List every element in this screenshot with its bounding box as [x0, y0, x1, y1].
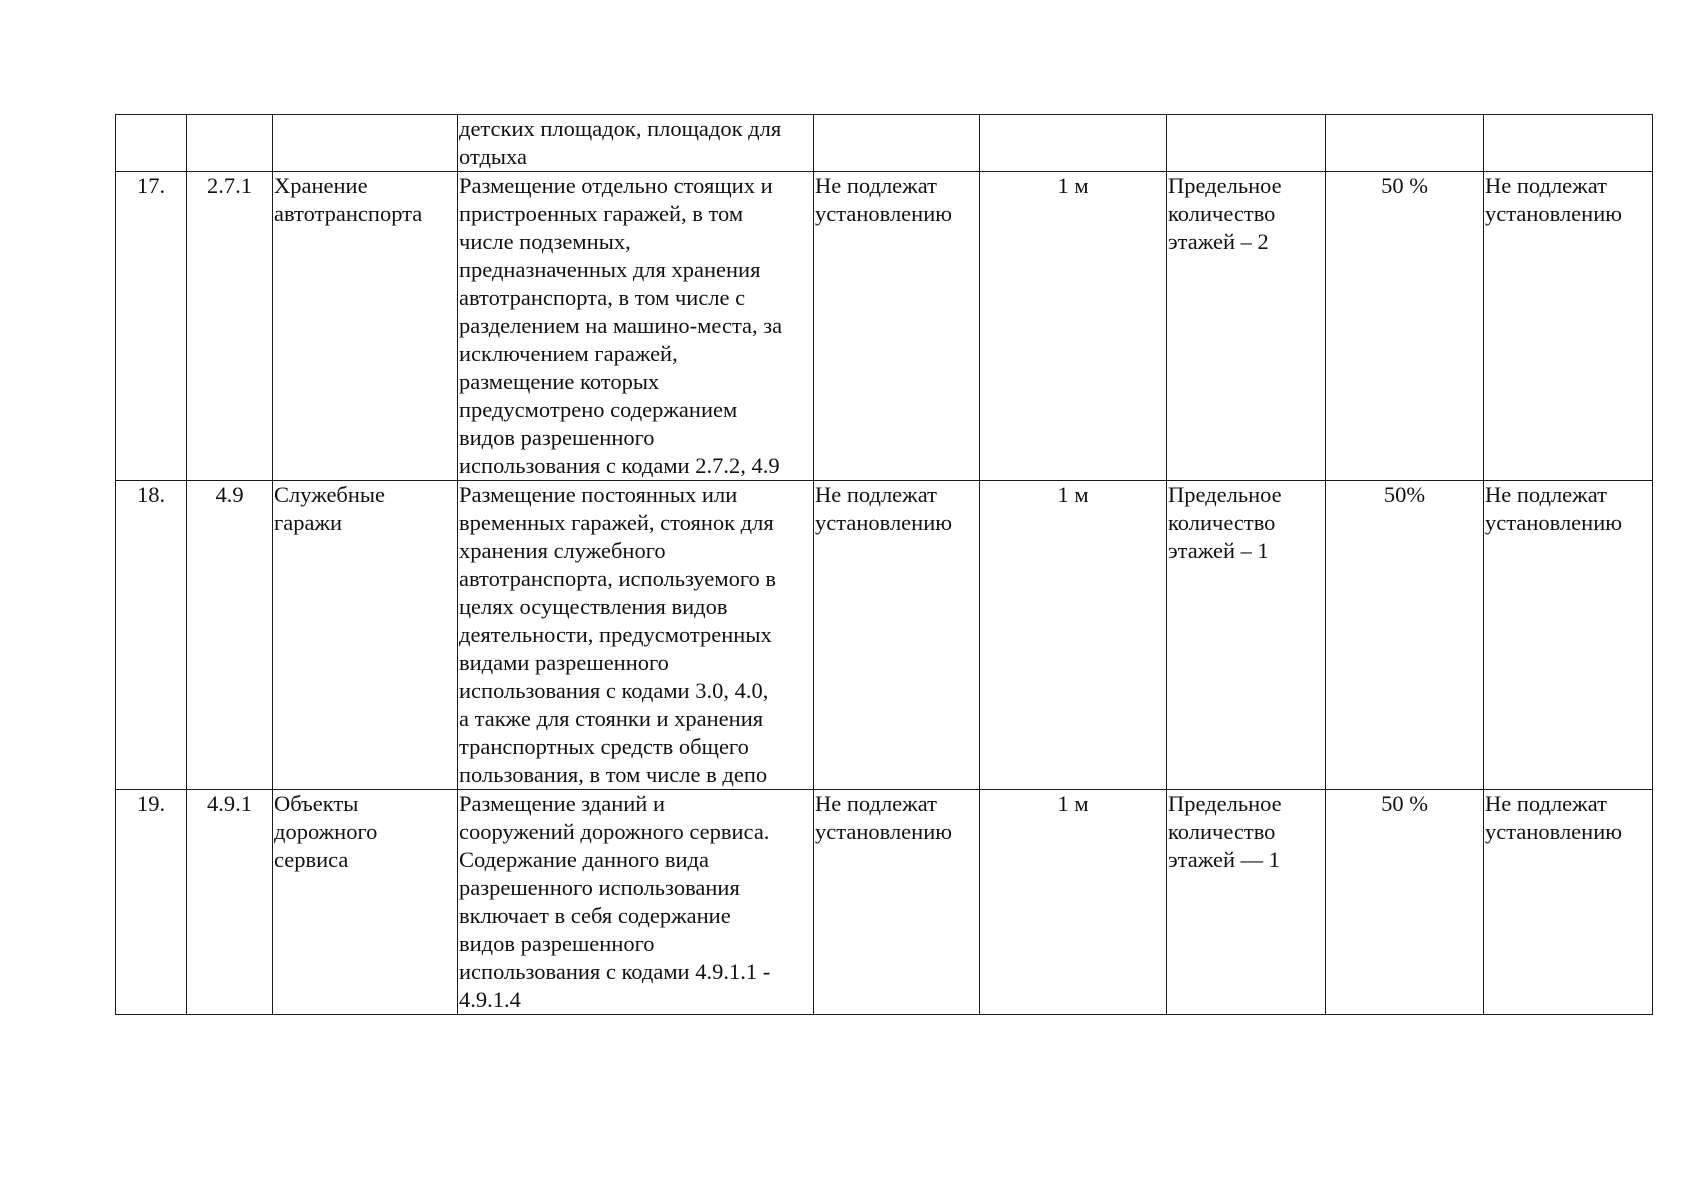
- plot-area-cell: Не подлежат установлению: [814, 481, 980, 790]
- use-name-cell: Служебные гаражи: [273, 481, 458, 790]
- max-coverage-cell: 50%: [1326, 481, 1484, 790]
- min-indent-cell: 1 м: [980, 481, 1167, 790]
- plot-area-cell: Не подлежат установлению: [814, 172, 980, 481]
- use-code-cell: 2.7.1: [187, 172, 273, 481]
- table-row: [116, 115, 1653, 172]
- max-floors-cell: Предельное количество этажей – 1: [1167, 481, 1326, 790]
- use-code-cell: [187, 115, 273, 172]
- use-description-cell: Размещение постоянных или временных гаражей, стоянок для хранения служебного автотранспорта, используемого в целях осуществления видов деятельности, предусмотренных видами разрешенного использования с кодами 3.0, 4.0, а также для стоянки и хранения транспортных средств общего пользования, в том числе в депо: [458, 481, 814, 790]
- min-indent-cell: 1 м: [980, 790, 1167, 1015]
- other-parameters-cell: Не подлежат установлению: [1484, 172, 1653, 481]
- use-code-cell: 4.9: [187, 481, 273, 790]
- max-coverage-cell: 50 %: [1326, 790, 1484, 1015]
- table-row: [116, 481, 1653, 790]
- row-number-cell: 17.: [116, 172, 187, 481]
- table-row: [116, 172, 1653, 481]
- max-coverage-cell: 50 %: [1326, 172, 1484, 481]
- other-parameters-cell: Не подлежат установлению: [1484, 790, 1653, 1015]
- max-floors-cell: Предельное количество этажей – 2: [1167, 172, 1326, 481]
- use-code-cell: 4.9.1: [187, 790, 273, 1015]
- plot-area-cell: [814, 115, 980, 172]
- row-number-cell: 19.: [116, 790, 187, 1015]
- max-coverage-cell: [1326, 115, 1484, 172]
- land-use-parameters-table: [115, 114, 1653, 1015]
- max-floors-cell: Предельное количество этажей — 1: [1167, 790, 1326, 1015]
- other-parameters-cell: Не подлежат установлению: [1484, 481, 1653, 790]
- other-parameters-cell: [1484, 115, 1653, 172]
- plot-area-cell: Не подлежат установлению: [814, 790, 980, 1015]
- use-description-cell: детских площадок, площадок для отдыха: [458, 115, 814, 172]
- min-indent-cell: 1 м: [980, 172, 1167, 481]
- use-name-cell: Объекты дорожного сервиса: [273, 790, 458, 1015]
- use-name-cell: [273, 115, 458, 172]
- use-description-cell: Размещение зданий и сооружений дорожного сервиса. Содержание данного вида разрешенного использования включает в себя содержание видов разрешенного использования с кодами 4.9.1.1 - 4.9.1.4: [458, 790, 814, 1015]
- row-number-cell: 18.: [116, 481, 187, 790]
- min-indent-cell: [980, 115, 1167, 172]
- use-name-cell: Хранение автотранспорта: [273, 172, 458, 481]
- table-row: [116, 790, 1653, 1015]
- use-description-cell: Размещение отдельно стоящих и пристроенных гаражей, в том числе подземных, предназначенных для хранения автотранспорта, в том числе с разделением на машино-места, за исключением гаражей, размещение которых предусмотрено содержанием видов разрешенного использования с кодами 2.7.2, 4.9: [458, 172, 814, 481]
- row-number-cell: [116, 115, 187, 172]
- max-floors-cell: [1167, 115, 1326, 172]
